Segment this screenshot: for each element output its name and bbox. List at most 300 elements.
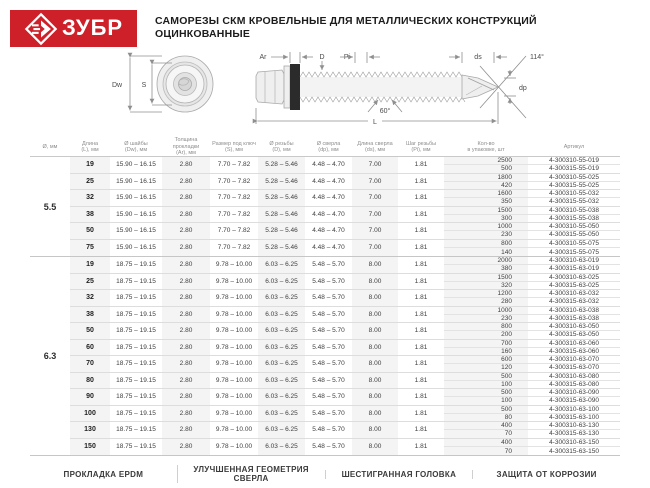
qty-value: 500 (501, 165, 512, 173)
length-cell: 150 (70, 439, 110, 456)
dim-cell-gasket: 2.80 (162, 240, 210, 257)
dim-cell-washer: 18.75 – 19.15 (116, 376, 156, 384)
sku-value: 4-300310-63-050 (528, 323, 620, 331)
sku-value: 4-300315-55-019 (549, 165, 599, 173)
dim-cell-key: 9.78 – 10.00 (215, 393, 253, 401)
dim-cell-thread: 5.28 – 5.46 (258, 174, 305, 190)
title-block (137, 10, 537, 41)
dim-cell-drill_len: 7.00 (352, 174, 398, 190)
column-header-line1: Ø, мм (42, 143, 58, 150)
sku-cell (528, 389, 620, 405)
diameter-label: 6.3 (43, 351, 57, 361)
table-row (70, 290, 620, 307)
sku-value: 4-300310-63-019 (528, 257, 620, 265)
sku-value: 4-300315-63-050 (549, 331, 599, 339)
sku-value: 4-300315-63-100 (549, 413, 599, 421)
table-row (70, 307, 620, 324)
table-row (70, 323, 620, 340)
dim-cell-gasket: 2.80 (162, 406, 210, 422)
dim-cell-drill_len: 7.00 (352, 157, 398, 173)
sku-cell (528, 190, 620, 206)
dim-cell-drill_len: 8.00 (352, 340, 398, 356)
dim-cell-washer: 15.90 – 16.15 (116, 244, 156, 252)
table-row (70, 274, 620, 291)
length-cell: 50 (70, 223, 110, 239)
qty-value: 400 (444, 439, 528, 448)
brand-bison-arrow-icon (24, 12, 58, 46)
qty-value: 800 (444, 323, 528, 331)
dim-cell-washer: 15.90 – 16.15 (116, 177, 156, 185)
qty-cell (444, 356, 528, 372)
dim-cell-gasket: 2.80 (162, 422, 210, 438)
dim-cell-pitch: 1.81 (414, 244, 428, 252)
dim-cell-thread: 5.28 – 5.46 (258, 240, 305, 257)
dim-cell-thread: 6.03 – 6.25 (258, 274, 305, 290)
dim-cell-thread: 5.28 – 5.46 (258, 190, 305, 206)
sku-cell (528, 439, 620, 456)
feature-label: ПРОКЛАДКА EPDM (63, 469, 144, 479)
dim-cell-pitch: 1.81 (414, 393, 428, 401)
page-header (0, 0, 650, 47)
dim-cell-key: 9.78 – 10.00 (215, 343, 253, 351)
qty-cell (444, 257, 528, 273)
sku-value: 4-300310-55-025 (528, 174, 620, 182)
dim-cell-gasket: 2.80 (162, 223, 210, 239)
dim-cell-washer: 18.75 – 19.15 (116, 409, 156, 417)
dim-cell-thread: 6.03 – 6.25 (258, 257, 305, 273)
length-cell: 25 (70, 274, 110, 290)
diameter-group-rows (70, 257, 620, 455)
dim-cell-drill_dia: 5.48 – 5.70 (312, 393, 345, 401)
dim-cell-drill_len: 8.00 (352, 356, 398, 372)
dim-cell-drill_len: 8.00 (352, 274, 398, 290)
column-header (444, 141, 528, 154)
length-cell: 19 (70, 157, 110, 173)
dim-cell-washer: 18.75 – 19.15 (116, 393, 156, 401)
length-cell: 25 (70, 174, 110, 190)
sku-cell (528, 406, 620, 422)
dim-cell-washer: 15.90 – 16.15 (116, 227, 156, 235)
dim-cell-key: 7.70 – 7.82 (217, 244, 251, 252)
dim-cell-thread: 6.03 – 6.25 (258, 290, 305, 306)
dim-cell-pitch: 1.81 (414, 294, 428, 302)
qty-value: 1500 (444, 274, 528, 282)
dim-cell-pitch: 1.81 (414, 227, 428, 235)
dim-cell-thread: 6.03 – 6.25 (258, 422, 305, 438)
dim-cell-gasket: 2.80 (162, 389, 210, 405)
dim-cell-gasket: 2.80 (162, 439, 210, 456)
qty-value: 80 (504, 413, 512, 421)
dim-cell-drill_dia: 5.48 – 5.70 (312, 443, 345, 451)
column-header-line2: (ds), мм (364, 147, 386, 153)
qty-cell (444, 373, 528, 389)
qty-value: 800 (444, 240, 528, 249)
column-header (305, 141, 352, 154)
dim-cell-drill_dia: 5.48 – 5.70 (312, 426, 345, 434)
dim-cell-gasket: 2.80 (162, 190, 210, 206)
column-header-line1: Толщина прокладки (172, 137, 200, 150)
qty-value: 350 (501, 198, 512, 206)
qty-cell (444, 274, 528, 290)
length-cell: 60 (70, 340, 110, 356)
sku-cell (528, 207, 620, 223)
length-cell: 19 (70, 257, 110, 273)
table-row (70, 240, 620, 257)
sku-value: 4-300315-63-025 (549, 281, 599, 289)
column-header-line1: Кол-во (477, 140, 495, 147)
column-header (398, 141, 444, 154)
dim-cell-washer: 15.90 – 16.15 (116, 210, 156, 218)
column-header-line1: Ø шайбы (124, 140, 148, 147)
table-row (70, 157, 620, 174)
qty-value: 1200 (444, 290, 528, 298)
table-row (70, 257, 620, 274)
sku-cell (528, 356, 620, 372)
qty-cell (444, 207, 528, 223)
length-cell: 38 (70, 307, 110, 323)
qty-value: 1800 (444, 174, 528, 182)
diameter-label: 5.5 (43, 201, 57, 212)
dim-label-tip-angle: 114° (530, 54, 544, 61)
qty-value: 300 (501, 214, 512, 222)
feature-strip (30, 463, 620, 485)
sku-value: 4-300315-63-130 (549, 430, 599, 438)
sku-value: 4-300315-63-090 (549, 397, 599, 405)
dim-cell-washer: 18.75 – 19.15 (116, 343, 156, 351)
dim-cell-washer: 15.90 – 16.15 (116, 161, 156, 169)
sku-value: 4-300315-63-032 (549, 298, 599, 306)
length-cell: 130 (70, 422, 110, 438)
dim-cell-washer: 18.75 – 19.15 (116, 443, 156, 451)
qty-value: 230 (501, 314, 512, 322)
dim-cell-gasket: 2.80 (162, 290, 210, 306)
spec-table (30, 138, 620, 456)
dim-cell-drill_dia: 5.48 – 5.70 (312, 277, 345, 285)
dim-cell-pitch: 1.81 (414, 161, 428, 169)
sku-cell (528, 290, 620, 306)
dim-cell-thread: 6.03 – 6.25 (258, 406, 305, 422)
column-header (30, 144, 70, 151)
dim-cell-thread: 6.03 – 6.25 (258, 307, 305, 323)
sku-cell (528, 422, 620, 438)
dim-cell-key: 9.78 – 10.00 (215, 277, 253, 285)
page-title-line2: ОЦИНКОВАННЫЕ (155, 28, 251, 40)
sku-value: 4-300315-55-032 (549, 198, 599, 206)
dim-cell-washer: 18.75 – 19.15 (116, 261, 156, 269)
dim-cell-gasket: 2.80 (162, 207, 210, 223)
qty-value: 1500 (444, 207, 528, 215)
dim-cell-thread: 6.03 – 6.25 (258, 439, 305, 456)
column-header-line2: (Pi), мм (411, 147, 431, 153)
dim-cell-drill_len: 8.00 (352, 323, 398, 339)
dim-cell-thread: 6.03 – 6.25 (258, 373, 305, 389)
dim-cell-drill_len: 8.00 (352, 406, 398, 422)
dim-cell-gasket: 2.80 (162, 157, 210, 173)
qty-value: 280 (501, 298, 512, 306)
qty-value: 2500 (444, 157, 528, 165)
diameter-group-rows (70, 157, 620, 256)
dim-cell-washer: 18.75 – 19.15 (116, 327, 156, 335)
sku-value: 4-300310-55-050 (528, 223, 620, 231)
dim-cell-key: 7.70 – 7.82 (217, 161, 251, 169)
sku-value: 4-300310-63-090 (528, 389, 620, 397)
dim-cell-gasket: 2.80 (162, 356, 210, 372)
column-header-line1: Размер под ключ (212, 140, 256, 147)
qty-value: 1600 (444, 190, 528, 198)
dim-cell-thread: 5.28 – 5.46 (258, 207, 305, 223)
dim-cell-gasket: 2.80 (162, 323, 210, 339)
dim-cell-pitch: 1.81 (414, 360, 428, 368)
dim-cell-drill_len: 8.00 (352, 373, 398, 389)
dim-label-dp: dp (519, 85, 527, 92)
dim-label-Dw: Dw (111, 82, 123, 89)
length-cell: 100 (70, 406, 110, 422)
qty-value: 400 (444, 422, 528, 430)
dim-cell-washer: 15.90 – 16.15 (116, 194, 156, 202)
column-header (70, 141, 110, 154)
dim-cell-pitch: 1.81 (414, 177, 428, 185)
dim-cell-drill_dia: 4.48 – 4.70 (312, 244, 345, 252)
dim-label-S: S (141, 82, 147, 89)
table-row (70, 406, 620, 423)
dim-cell-drill_len: 7.00 (352, 207, 398, 223)
sku-cell (528, 174, 620, 190)
table-row (70, 190, 620, 207)
sku-value: 4-300310-63-080 (528, 373, 620, 381)
sku-value: 4-300315-63-150 (549, 447, 599, 455)
sku-value: 4-300310-55-019 (528, 157, 620, 165)
dim-cell-key: 9.78 – 10.00 (215, 409, 253, 417)
sku-value: 4-300310-63-070 (528, 356, 620, 364)
sku-value: 4-300310-55-075 (528, 240, 620, 249)
dim-cell-pitch: 1.81 (414, 210, 428, 218)
qty-value: 320 (501, 281, 512, 289)
table-row (70, 223, 620, 240)
dim-cell-drill_dia: 4.48 – 4.70 (312, 161, 345, 169)
dim-cell-pitch: 1.81 (414, 261, 428, 269)
dim-label-L: L (373, 119, 377, 126)
qty-value: 1000 (444, 307, 528, 315)
qty-value: 420 (501, 181, 512, 189)
sku-value: 4-300310-63-100 (528, 406, 620, 414)
dim-cell-thread: 5.28 – 5.46 (258, 157, 305, 173)
dim-cell-washer: 18.75 – 19.15 (116, 426, 156, 434)
qty-value: 500 (444, 373, 528, 381)
sku-cell (528, 274, 620, 290)
qty-cell (444, 323, 528, 339)
sku-value: 4-300315-55-075 (549, 248, 599, 256)
dim-cell-key: 9.78 – 10.00 (215, 443, 253, 451)
sku-cell (528, 223, 620, 239)
column-header-line1: Ø резьбы (269, 140, 294, 147)
dim-cell-pitch: 1.81 (414, 376, 428, 384)
qty-value: 70 (504, 430, 512, 438)
dim-cell-key: 9.78 – 10.00 (215, 327, 253, 335)
length-cell: 38 (70, 207, 110, 223)
dim-cell-gasket: 2.80 (162, 340, 210, 356)
sku-cell (528, 373, 620, 389)
dim-cell-drill_len: 8.00 (352, 422, 398, 438)
table-row (70, 439, 620, 456)
sku-value: 4-300315-63-080 (549, 380, 599, 388)
dim-cell-gasket: 2.80 (162, 307, 210, 323)
column-header-line2: (L), мм (81, 147, 99, 153)
sku-cell (528, 323, 620, 339)
feature-label: УЛУЧШЕННАЯ ГЕОМЕТРИЯ СВЕРЛА (177, 465, 325, 483)
length-cell: 90 (70, 389, 110, 405)
sku-cell (528, 257, 620, 273)
dim-cell-drill_len: 8.00 (352, 439, 398, 456)
dim-cell-washer: 18.75 – 19.15 (116, 277, 156, 285)
column-header-line1: Ø сверла (316, 140, 341, 147)
sku-value: 4-300315-55-038 (549, 214, 599, 222)
dim-cell-drill_dia: 4.48 – 4.70 (312, 177, 345, 185)
dim-cell-key: 9.78 – 10.00 (215, 294, 253, 302)
table-row (70, 422, 620, 439)
dim-cell-gasket: 2.80 (162, 257, 210, 273)
sku-value: 4-300310-63-025 (528, 274, 620, 282)
dim-cell-drill_dia: 5.48 – 5.70 (312, 310, 345, 318)
sku-cell (528, 307, 620, 323)
qty-value: 230 (501, 231, 512, 239)
dim-cell-pitch: 1.81 (414, 327, 428, 335)
qty-cell (444, 422, 528, 438)
dim-cell-drill_len: 7.00 (352, 240, 398, 257)
page-title-line1: САМОРЕЗЫ СКМ КРОВЕЛЬНЫЕ ДЛЯ МЕТАЛЛИЧЕСКИХ КОНСТРУКЦИЙ (155, 15, 537, 27)
table-row (70, 389, 620, 406)
qty-cell (444, 290, 528, 306)
dim-cell-key: 9.78 – 10.00 (215, 426, 253, 434)
dim-cell-pitch: 1.81 (414, 310, 428, 318)
feature-label: ЗАЩИТА ОТ КОРРОЗИИ (472, 470, 620, 479)
dim-cell-washer: 18.75 – 19.15 (116, 310, 156, 318)
feature-label: ШЕСТИГРАННАЯ ГОЛОВКА (325, 470, 473, 479)
column-header-line2: (S), мм (225, 147, 243, 153)
qty-value: 2000 (444, 257, 528, 265)
dim-cell-key: 7.70 – 7.82 (217, 210, 251, 218)
sku-value: 4-300315-63-060 (549, 347, 599, 355)
dim-label-thread-angle: 60° (379, 108, 391, 115)
qty-value: 100 (501, 397, 512, 405)
qty-value: 160 (501, 347, 512, 355)
dim-cell-drill_dia: 4.48 – 4.70 (312, 194, 345, 202)
length-cell: 32 (70, 190, 110, 206)
column-header-line1: Артикул (563, 143, 585, 150)
qty-cell (444, 190, 528, 206)
qty-cell (444, 174, 528, 190)
qty-cell (444, 439, 528, 456)
qty-value: 380 (501, 265, 512, 273)
dim-cell-key: 7.70 – 7.82 (217, 194, 251, 202)
sku-value: 4-300315-63-019 (549, 265, 599, 273)
dim-cell-drill_len: 8.00 (352, 389, 398, 405)
dim-cell-drill_dia: 5.48 – 5.70 (312, 360, 345, 368)
dim-cell-gasket: 2.80 (162, 174, 210, 190)
qty-value: 1000 (444, 223, 528, 231)
qty-cell (444, 307, 528, 323)
dim-cell-gasket: 2.80 (162, 373, 210, 389)
sku-value: 4-300310-63-032 (528, 290, 620, 298)
dim-cell-thread: 6.03 – 6.25 (258, 340, 305, 356)
sku-cell (528, 240, 620, 257)
dim-cell-drill_dia: 5.48 – 5.70 (312, 294, 345, 302)
qty-cell (444, 240, 528, 257)
sku-value: 4-300315-55-050 (549, 231, 599, 239)
column-header (210, 141, 258, 154)
column-header (162, 137, 210, 157)
sku-cell (528, 340, 620, 356)
diameter-group (30, 157, 620, 257)
spec-table-header-row (30, 138, 620, 157)
column-header-line1: Длина сверла (357, 140, 393, 147)
qty-cell (444, 223, 528, 239)
table-row (70, 174, 620, 191)
qty-value: 70 (504, 447, 512, 455)
sku-value: 4-300310-63-130 (528, 422, 620, 430)
column-header-line2: (Dw), мм (124, 147, 148, 153)
dim-cell-washer: 18.75 – 19.15 (116, 360, 156, 368)
screw-technical-drawing (0, 48, 650, 136)
dim-label-Pi: Pi (343, 54, 351, 61)
table-row (70, 373, 620, 390)
dim-cell-key: 9.78 – 10.00 (215, 360, 253, 368)
dim-cell-pitch: 1.81 (414, 443, 428, 451)
dim-cell-pitch: 1.81 (414, 277, 428, 285)
dim-cell-drill_len: 8.00 (352, 307, 398, 323)
length-cell: 50 (70, 323, 110, 339)
qty-value: 700 (444, 340, 528, 348)
length-cell: 70 (70, 356, 110, 372)
dim-cell-key: 7.70 – 7.82 (217, 227, 251, 235)
sku-value: 4-300310-63-038 (528, 307, 620, 315)
dim-cell-key: 9.78 – 10.00 (215, 376, 253, 384)
length-cell: 80 (70, 373, 110, 389)
dim-label-ds: ds (474, 54, 482, 61)
dim-cell-pitch: 1.81 (414, 194, 428, 202)
dim-cell-drill_dia: 5.48 – 5.70 (312, 343, 345, 351)
length-cell: 32 (70, 290, 110, 306)
dim-cell-drill_len: 7.00 (352, 223, 398, 239)
dim-cell-drill_len: 8.00 (352, 290, 398, 306)
qty-value: 500 (444, 406, 528, 414)
qty-cell (444, 389, 528, 405)
table-row (70, 356, 620, 373)
sku-value: 4-300310-55-038 (528, 207, 620, 215)
brand-logo (10, 10, 137, 47)
dim-cell-drill_dia: 5.48 – 5.70 (312, 261, 345, 269)
screw-front-view (112, 56, 213, 112)
qty-cell (444, 157, 528, 173)
sku-value: 4-300310-55-032 (528, 190, 620, 198)
screw-side-view (256, 52, 544, 126)
dim-cell-drill_dia: 5.48 – 5.70 (312, 327, 345, 335)
column-header-line2: (Ar), мм (176, 150, 196, 157)
qty-value: 600 (444, 356, 528, 364)
qty-value: 200 (501, 331, 512, 339)
column-header (110, 141, 162, 154)
qty-cell (444, 406, 528, 422)
sku-value: 4-300315-63-038 (549, 314, 599, 322)
qty-value: 100 (501, 380, 512, 388)
dim-cell-drill_dia: 4.48 – 4.70 (312, 210, 345, 218)
dim-cell-drill_len: 7.00 (352, 190, 398, 206)
dim-cell-thread: 6.03 – 6.25 (258, 389, 305, 405)
column-header (258, 141, 305, 154)
sku-cell (528, 157, 620, 173)
qty-value: 140 (501, 248, 512, 256)
column-header-line1: Длина (81, 140, 99, 147)
dim-cell-key: 7.70 – 7.82 (217, 177, 251, 185)
